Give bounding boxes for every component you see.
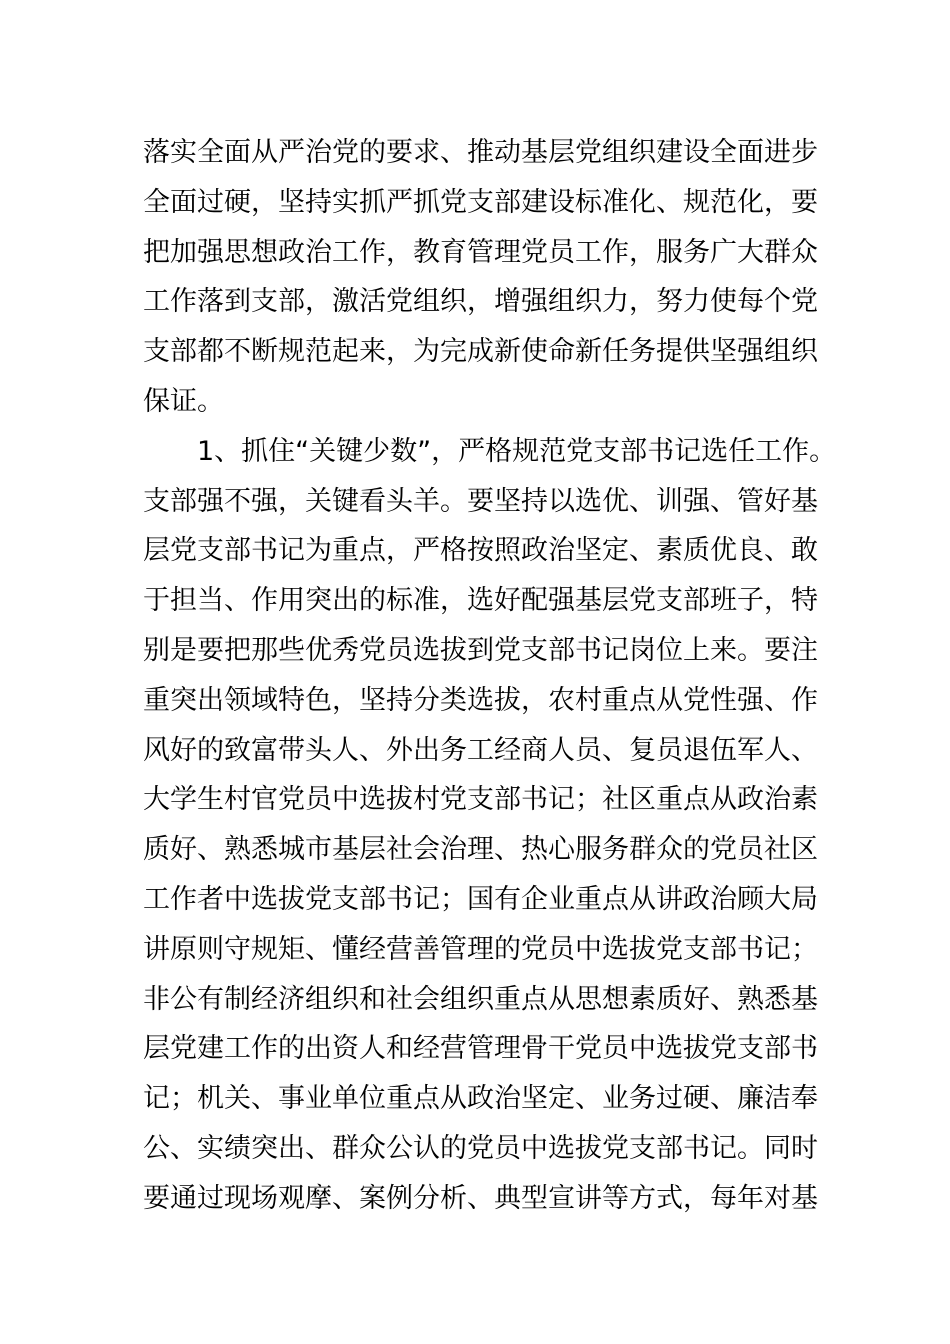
text-line: 别是要把那些优秀党员选拔到党支部书记岗位上来。要注 <box>143 634 818 666</box>
text-line: 支部都不断规范起来，为完成新使命新任务提供坚强组织 <box>143 336 818 368</box>
text-line: 工作者中选拔党支部书记；国有企业重点从讲政治顾大局 <box>143 883 818 915</box>
text-line: 公、实绩突出、群众公认的党员中选拔党支部书记。同时 <box>143 1132 818 1164</box>
text-line: 支部强不强，关键看头羊。要坚持以选优、训强、管好基 <box>143 485 818 517</box>
text-line: 落实全面从严治党的要求、推动基层党组织建设全面进步 <box>143 137 818 168</box>
text-line: 层党支部书记为重点，严格按照政治坚定、素质优良、敢 <box>143 535 818 567</box>
section-heading-line: 1、抓住“关键少数”，严格规范党支部书记选任工作。 <box>197 435 837 467</box>
text-line: 于担当、作用突出的标准，选好配强基层党支部班子，特 <box>143 585 818 617</box>
text-line: 要通过现场观摩、案例分析、典型宣讲等方式，每年对基 <box>143 1182 818 1214</box>
body-text <box>143 128 837 1224</box>
text-line: 讲原则守规矩、懂经营善管理的党员中选拔党支部书记； <box>143 933 818 965</box>
text-line: 质好、熟悉城市基层社会治理、热心服务群众的党员社区 <box>143 834 818 866</box>
text-line: 非公有制经济组织和社会组织重点从思想素质好、熟悉基 <box>143 983 818 1015</box>
text-line: 层党建工作的出资人和经营管理骨干党员中选拔党支部书 <box>143 1033 818 1065</box>
text-line: 把加强思想政治工作，教育管理党员工作，服务广大群众 <box>143 236 818 268</box>
text-line: 重突出领域特色，坚持分类选拔，农村重点从党性强、作 <box>143 684 818 716</box>
text-line: 全面过硬，坚持实抓严抓党支部建设标准化、规范化，要 <box>143 186 818 218</box>
text-line: 记；机关、事业单位重点从政治坚定、业务过硬、廉洁奉 <box>143 1083 818 1115</box>
text-line: 风好的致富带头人、外出务工经商人员、复员退伍军人、 <box>143 734 818 766</box>
text-line: 大学生村官党员中选拔村党支部书记；社区重点从政治素 <box>143 784 818 816</box>
text-line: 工作落到支部，激活党组织，增强组织力，努力使每个党 <box>143 286 818 318</box>
text-line: 保证。 <box>143 385 224 417</box>
